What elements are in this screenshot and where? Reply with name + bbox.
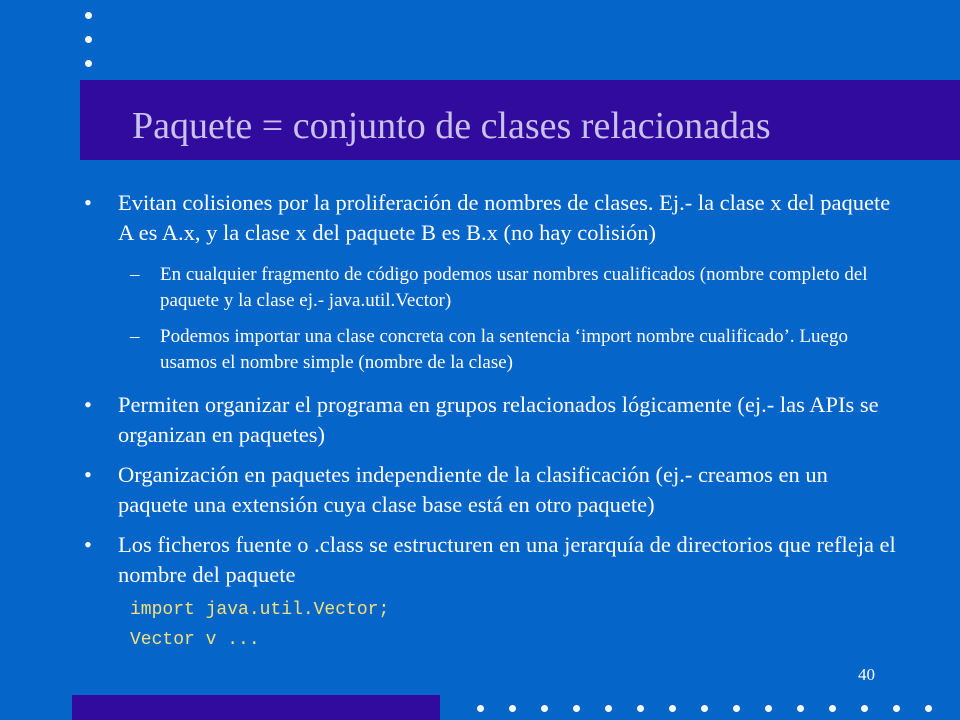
bullet-text: Permiten organizar el programa en grupos relacionados lógicamente (ej.- las APIs se organizan en paquetes) <box>118 392 879 447</box>
decor-dot <box>925 705 932 712</box>
sub-bullet-item <box>130 262 890 314</box>
bullet-item <box>84 460 898 520</box>
dash-icon: – <box>130 264 140 285</box>
bullet-icon: • <box>84 190 92 215</box>
sub-bullet-text: Podemos importar una clase concreta con la sentencia ‘import nombre cualificado’. Luego usamos el nombre simple (nombre de la clase) <box>160 326 848 373</box>
code-line: Vector v ... <box>130 630 260 650</box>
decor-dot <box>765 705 772 712</box>
bullet-text: Organización en paquetes independiente de la clasificación (ej.- creamos en un paquete una extensión cuya clase base está en otro paquete) <box>118 462 828 517</box>
decor-dot <box>85 12 92 19</box>
dash-icon: – <box>130 326 140 347</box>
bottom-band <box>72 695 440 720</box>
decor-dot <box>893 705 900 712</box>
bullet-text: Evitan colisiones por la proliferación de nombres de clases. Ej.- la clase x del paquete A es A.x, y la clase x del paquete B es B.x (no hay colisión) <box>118 190 891 245</box>
decor-dot <box>477 705 484 712</box>
slide-title: Paquete = conjunto de clases relacionadas <box>132 105 771 147</box>
bullet-text: Los ficheros fuente o .class se estructuren en una jerarquía de directorios que refleja el nombre del paquete <box>118 532 896 587</box>
decor-dot <box>573 705 580 712</box>
decor-dot <box>509 705 516 712</box>
code-line: import java.util.Vector; <box>130 600 390 620</box>
page-number: 40 <box>858 665 875 684</box>
sub-bullet-item <box>130 324 890 376</box>
decor-dot <box>637 705 644 712</box>
decor-dot <box>797 705 804 712</box>
bullet-icon: • <box>84 392 92 417</box>
decor-dot <box>85 60 92 67</box>
decor-dot <box>85 36 92 43</box>
decor-dot <box>861 705 868 712</box>
bullet-item <box>84 390 898 450</box>
bullet-icon: • <box>84 462 92 487</box>
decor-dot <box>669 705 676 712</box>
decor-dot <box>541 705 548 712</box>
bullet-item <box>84 188 898 248</box>
sub-bullet-text: En cualquier fragmento de código podemos usar nombres cualificados (nombre completo del paquete y la clase ej.- java.util.Vector) <box>160 264 868 311</box>
decor-dot <box>829 705 836 712</box>
decor-dot <box>701 705 708 712</box>
decor-dot <box>733 705 740 712</box>
bullet-icon: • <box>84 532 92 557</box>
decor-dot <box>605 705 612 712</box>
bullet-item <box>84 530 898 590</box>
